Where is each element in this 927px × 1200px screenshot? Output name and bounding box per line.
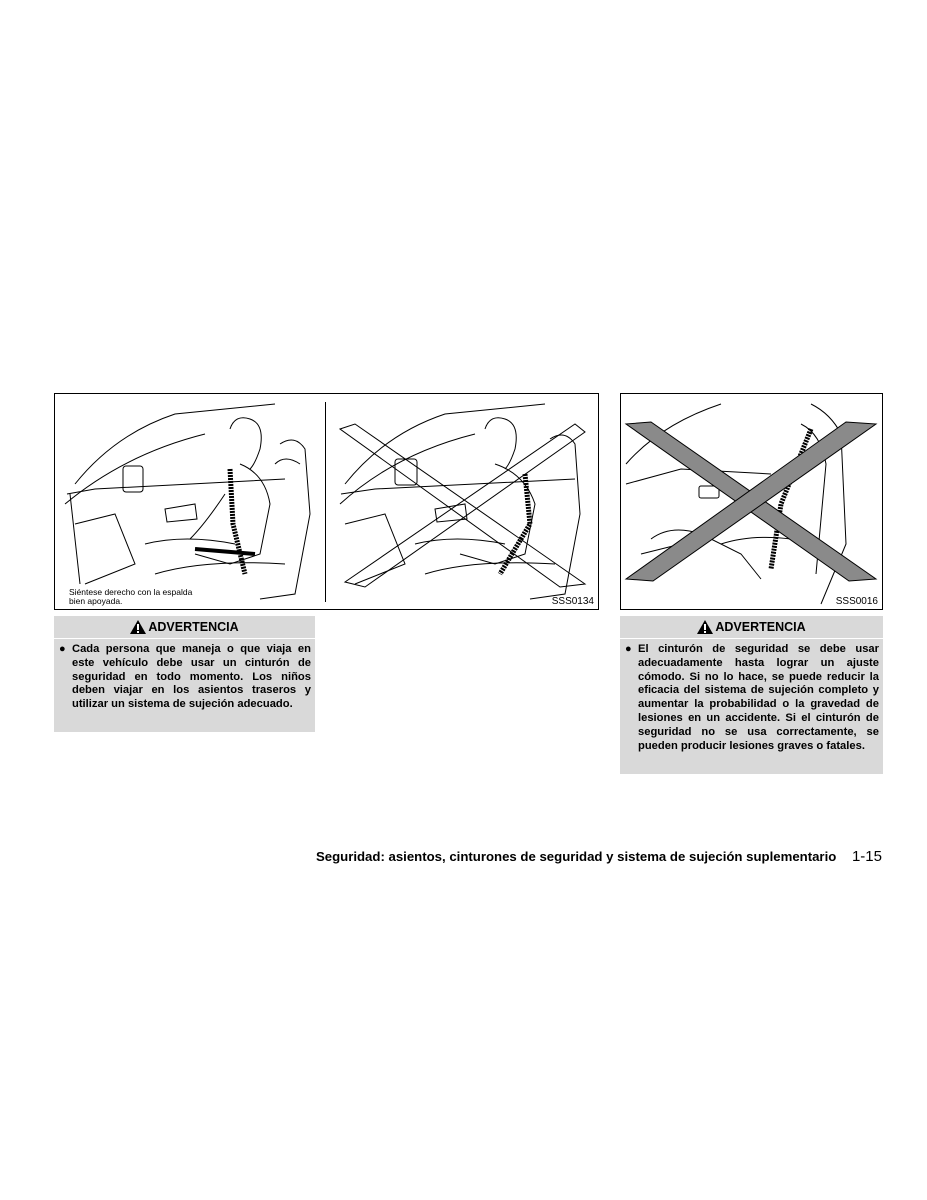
figure-code: SSS0134 (551, 596, 594, 607)
figure-belt-misuse (620, 393, 883, 610)
figure-seating-posture (54, 393, 599, 610)
warning-text: El cinturón de seguridad se debe usar adecuadamente hasta lograr un ajuste cómodo. Si no lo hace, se puede reducir la eficacia del sistema de sujeción completo y aumentar la probabilidad o la gravedad de lesiones en un accidente. Si el cinturón de seguridad no se usa correctamente, se pueden producir lesiones graves o fatales. (638, 643, 879, 752)
warning-box (54, 616, 315, 732)
warning-body (620, 639, 883, 753)
warning-header (54, 616, 315, 639)
illustration-seating (55, 394, 599, 610)
figure-code: SSS0016 (835, 596, 878, 607)
bullet: ● (59, 643, 66, 655)
page-footer (316, 848, 882, 865)
warning-heading: ADVERTENCIA (715, 620, 806, 634)
panel-divider (325, 402, 326, 602)
warning-header (620, 616, 883, 639)
illustration-belt-misuse (621, 394, 883, 610)
warning-triangle-icon (697, 620, 713, 634)
warning-triangle-icon (130, 620, 146, 634)
warning-text: Cada persona que maneja o que viaja en este vehículo debe usar un cinturón de seguridad en todo momento. Los niños deben viajar en los asientos traseros y utilizar un sistema de sujeción adecuado. (72, 643, 311, 711)
bullet: ● (625, 643, 632, 655)
warning-body (54, 639, 315, 712)
warning-box (620, 616, 883, 774)
section-title: Seguridad: asientos, cinturones de seguridad y sistema de sujeción suplementario (315, 849, 837, 864)
page-number: 1-15 (851, 848, 882, 865)
warning-heading: ADVERTENCIA (148, 620, 239, 634)
figure-caption: Siéntese derecho con la espalda bien apoyada. (69, 587, 193, 606)
